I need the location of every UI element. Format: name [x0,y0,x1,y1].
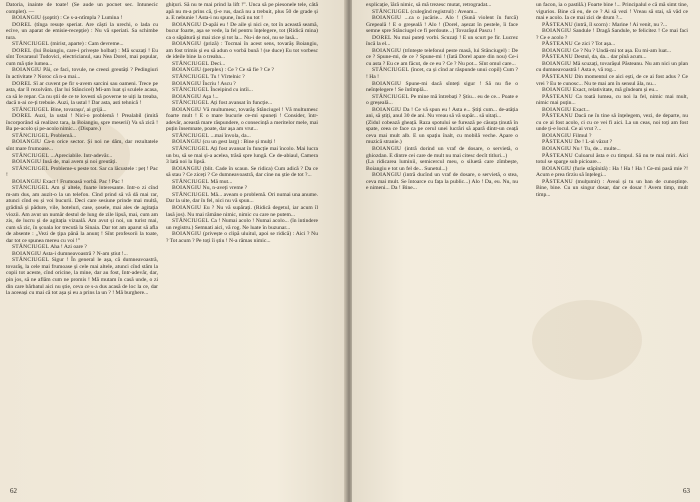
speaker-name: BOIANGIU [172,93,202,100]
dialogue-paragraph [6,185,158,244]
speaker-name: STĂNCIUGEL [12,132,50,139]
speaker-name: PĂSTEANU [542,41,573,48]
speaker-name: BOIANGIU [542,146,572,153]
dialogue-text: (cu un gest larg) : Bine și mulți ! [202,139,276,146]
dialogue-text: Nu ! Tu, de... multe... [572,146,621,153]
dialogue-text: Mă mut... [210,178,233,185]
speaker-name: STĂNCIUGEL [372,8,410,15]
dialogue-text: Exact... [572,106,590,113]
dialogue-text: Bine, tovarașu', ai grijă... [50,106,107,113]
dialogue-text: Exact, relativitate, mă gîndeam și eu... [572,87,659,94]
dialogue-text: Ați fost avansat în funcție mai încolo. Mai lucra un bu, să se mai și-a acelea, trăsă spre lungă. Ce de-abiaul, Camera 3 lată noi la lipsă. [166,146,318,166]
dialogue-paragraph [366,107,518,120]
dialogue-text: Filmul ? [572,132,592,139]
dialogue-paragraph [166,22,318,42]
dialogue-paragraph [366,94,518,107]
dialogue-text: Eu ? Nu vă supărați. (Ridică degetul, iar acum îl lasă jos). Nu mai rămâne nimic, nimic cu care ne putem... [166,204,318,218]
dialogue-text: Da ! Ce vă spun eu ! Asta e... Știți cum... de-atâția ani, să știți, anul 30 de ani. Nu vreau să vă supăr... să uitați... [366,106,518,120]
speaker-name: PĂSTEANU [542,54,573,61]
dialogue-text: (La ridicarea luminii, semicercul meu, o siluetă care zîmbește, Boiangiu e tot un fel de... Sunetul...) [366,159,518,172]
dialogue-text: Aha ! Azi oare ? [50,244,87,251]
dialogue-text: (trîntește telefonul peste masă, lui Stănciugel) : De ce ? Spune-mi, de ce ? Spune-mi ! (Iată Dorel apare din nou) Ce-i cu asta ? Eu ce am făcut, de ce eu ? Ce ? Nu pot... Sînt omul care... [366,47,518,67]
dialogue-paragraph [166,107,318,133]
dialogue-text: Păi, ce faci, tovule, ne creezi greutăți ? Pedingiuri în activitate ? Noroc că n-a mai... [6,67,158,81]
dialogue-paragraph [536,2,688,22]
speaker-name: STĂNCIUGEL [12,257,50,264]
speaker-name: BOIANGIU [12,178,42,185]
dialogue-paragraph [166,231,318,244]
dialogue-paragraph [366,48,518,68]
dialogue-paragraph [366,35,518,48]
speaker-name: BOIANGIU [542,47,572,54]
dialogue-text: Ca-n orice sector. Și noi ne dăm, dar rezultatele sînt mare frumoase... [6,139,158,153]
dialogue-paragraph [6,81,158,107]
right-column-2 [536,2,688,486]
speaker-name: STĂNCIUGEL [12,244,50,251]
dialogue-text: Culoarul ăsta e cu timpul. Să nu te mai miri. Aici totul se sparge sub picioare... [536,152,688,166]
speaker-name: STĂNCIUGEL [172,100,210,107]
dialogue-paragraph [166,166,318,179]
dialogue-text: (mulțumit) : Aveai și tu un ban de cunoștințe. Bine, bine. Cu un singur dosar, dar ce dosar ! Avem timp, mult timp... [536,178,688,198]
dialogue-paragraph [366,172,518,192]
dialogue-text: (tînga resuțe speriat. Are căști la urechi, o lada cu ecive, un aparat de emisie-recepție) : Nu vă speriati. Sa schimbe tura. [6,21,158,41]
dialogue-text: (încet, ca și cînd ar răspunde unui copil) Cum ? ! Ha ! [366,67,518,81]
dialogue-text: Înceipind cu intîi... [210,87,253,94]
left-column-1 [6,2,158,486]
speaker-name: BOIANGIU [542,87,572,94]
dialogue-text: (furie stăpînită) : Ha ! Ha ! Ha ! Ce-mi pasă mie ?! Acum e prea tîrziu să înțelegi... [536,165,688,179]
dialogue-text: Tu ! Vîrtelnic ? [210,74,245,81]
dialogue-text: (privește o clipă uluitul, apoi se ridică) : Aici ? Nu ? Tot acum ? Pe toți îi știu ! N-a rămas nimic... [166,231,318,244]
dialogue-text: De ! L-ai văzut ? [574,139,613,146]
dialogue-paragraph [536,61,688,74]
dialogue-paragraph [366,67,518,80]
dialogue-paragraph [536,28,688,41]
speaker-name: BOIANGIU [12,250,42,257]
dialogue-text: (lui Boiangiu, care-i privește holbat) : Mă scuzați ! Eu sînt Tovarasul Tudovici, electricianul, sau Nea Dorel, mai popular, cum mă știe lumea... [6,47,158,67]
speaker-name: STĂNCIUGEL [12,41,50,48]
speaker-name: BOIANGIU [172,41,202,48]
dialogue-paragraph [366,81,518,94]
speaker-name: STĂNCIUGEL [172,74,210,81]
speaker-name: BOIANGIU [372,15,402,22]
speaker-name: PĂSTEANU [542,139,573,146]
speaker-name: BOIANGIU [172,204,202,211]
speaker-name: DOREL [12,80,32,87]
dialogue-paragraph [6,22,158,42]
speaker-name: BOIANGIU [12,159,42,166]
dialogue-text: Nu mai puteți vorbi. Scuzați ! E un scurt pe fir. Lucrez încă la el... [366,34,518,48]
dialogue-text: Datoria, inainte de toate! (Se aude un pocnet sec. Intunecic complet). — [6,2,158,15]
speaker-name: PĂSTEANU [542,152,573,159]
dialogue-paragraph [366,120,518,146]
dialogue-paragraph [166,205,318,218]
dialogue-text: Ce zici ? Tot așa... [574,41,616,48]
speaker-name: BOIANGIU [172,21,202,28]
speaker-name: BOIANGIU [372,106,402,113]
dialogue-text: Ați fost avansat în funcție... [210,100,273,107]
dialogue-paragraph [166,192,318,205]
dialogue-paragraph [166,2,318,22]
dialogue-text: (culegînd registrul) : Aveam... [410,8,478,15]
speaker-name: BOIANGIU [12,67,42,74]
speaker-name: STĂNCIUGEL [12,185,50,192]
dialogue-text: Vă multumesc, tovarăș Stănciugel ! Vă multumesc foarte mult ! E o mare bucurie ce-mi spuneți ! Consider, într-adevăr, această mare răspundere, o consecință a meritelor mele, mai puțin însemnate, poate, dar așa am vrut... [166,106,318,133]
speaker-name: DOREL [372,34,392,41]
dialogue-text: Nu, n-aveți vreme ? [202,185,248,192]
dialogue-text: (șoptit) : Ce s-a-ntîmpla ? Lumina ! [42,15,123,22]
speaker-name: BOIANGIU [172,80,202,87]
speaker-name: PĂSTEANU [542,21,573,28]
speaker-name: BOIANGIU [172,231,202,238]
dialogue-paragraph [6,2,158,15]
speaker-name: PĂSTEANU [542,178,573,185]
dialogue-text: Sandule ! Dragă Sandule, te felicitez ! Ce mai faci ? Ce e acolo ? [536,28,688,41]
speaker-name: PĂSTEANU [542,113,573,120]
page-number-left: 62 [10,487,17,495]
dialogue-paragraph [166,146,318,166]
dialogue-paragraph [6,48,158,68]
dialogue-text: (Zidul cobează gheață. Raza spotului se furează pe căsuța ținută în spate, ceea ce face ca pe cerul unei lucrări să apară dintr-un ceață ceva mai mult alb. E un spațiu înalt, cu mobilă veche. Apare o muzică stranie.) [366,119,518,146]
dialogue-paragraph [366,159,518,172]
dialogue-text: (intră, îl scorn) : Marine ! Ai venit, nu ?... [574,21,668,28]
dialogue-paragraph [536,179,688,199]
speaker-name: PĂSTEANU [542,93,573,100]
speaker-name: BOIANGIU [372,146,402,153]
speaker-name: BOIANGIU [372,172,402,179]
dialogue-paragraph [6,67,158,80]
dialogue-text: Spune-mi dacă sînteți sigur ! Să nu fie o neînțelegere ! Se întîmplă... [366,80,518,94]
dialogue-paragraph [6,139,158,152]
dialogue-paragraph [6,113,158,133]
dialogue-text: Mă scuzați, tovarășul Păsteanu. Nu am nici un plan cu dumneavoastră ! Asta e, vă rog... [536,60,688,74]
dialogue-paragraph [166,41,318,61]
dialogue-paragraph [536,166,688,179]
page-number-right: 63 [683,487,690,495]
speaker-name: BOIANGIU [172,139,202,146]
dialogue-text: (blit. Cade în scaun. Se ridica) Cum adică ? Da ce să stau ? Ce ziceți ? Ce dumneavoastră, dar cine nu știe de tot ?... [166,165,318,179]
dialogue-paragraph [536,94,688,107]
speaker-name: BOIANGIU [172,106,202,113]
speaker-name: BOIANGIU [542,106,572,113]
speaker-name: BOIANGIU [542,28,572,35]
dialogue-text: (perplex) : Ce ? Ce să fie ? Ce ? [202,67,274,74]
speaker-name: STĂNCIUGEL [12,152,50,159]
speaker-name: BOIANGIU [542,132,572,139]
speaker-name: STĂNCIUGEL [172,60,210,67]
speaker-name: BOIANGIU [12,15,42,22]
dialogue-text: Aşa !... [202,93,219,100]
dialogue-text: ghițuri. Să nu te mai prind la lift !”. Unca să pe piesonele tele, câtă apă nu m-a prins că, ți-e rus, dacă nu a trebuit, plus 50 de grade și a. E nebunie ! Asta-i nu spune, încă nu tot ! [166,2,318,22]
speaker-name: PĂSTEANU [542,74,573,81]
dialogue-text: Exact ! Frumoasă vorbă. Pac ! Pac ! [42,178,124,185]
dialogue-text: D-apăi eu ! De aile și nici ce, tot în această seamă, bucur foarte, așa se vede, la fel pentru înțelegere, tot (Ridică mina) ca o săpătură și mai zice și tot la... Nu-i de noi, nu se lasă... [166,21,318,41]
speaker-name: DOREL [12,113,32,120]
speaker-name: STĂNCIUGEL [12,165,50,172]
left-column-2 [166,2,318,486]
right-page [352,0,700,502]
right-column-1 [366,2,518,486]
dialogue-text: ...ca o jucărie... Alo ! (Sună violent în furcă) Grepeală ! E o greșeală ! Alo ! (Dorel, așezat în pestele, îi face semne spre Stănciugel ce fi perdoute...) Tovarășul Pascu ! [366,15,518,35]
dialogue-text: (intră dorind un vraf de dosare, o servietă, o ghiozdan. E dintre cei care de mult nu mai citesc decît titluri...) [366,146,518,159]
dialogue-text: Auzi, la ustal ! Nici-o problemă ! Prealabil (imită încorporând să realizez tara, la Boiangiu, spre meserii) Va să zică ! Ba pe-acolo și pe-acolo nimic... (Dispare.) [6,113,158,133]
dialogue-text: (mirist, aparte) : Cam devreme... [50,41,124,48]
speaker-name: BOIANGIU [372,47,402,54]
speaker-name: BOIANGIU [372,80,402,87]
dialogue-text: Problemă... [50,132,77,139]
dialogue-text: Am și altele, foarte interesante. Intr-o zi cînd m-am dus, am auzit-o la un telefon. Cînd prind să vă dă mai rar, atunci cînd eu și voi bucurii. Deci care sesiune prinde mai multă, grădină și pădure, vile, hoteluri, case, șosele, mai ales de agitația viozii. Am avut un număr destul de lung de zile lipsă, mai, cum am zis, de lucru și de agitația vizuală. Am avut și noi, un turist mai, cum să zic, în școala lor trecută la Sinaia. Dar tot am aparut să afla de absente : „Vezi de țipa până la anunț ! Sînt profesorii la toate, dar tot ce spunea mereu cu voi !” [6,185,158,244]
speaker-name: BOIANGIU [172,185,202,192]
dialogue-text: explicație, îără nimic, să mă trezesc mutat, retrogradat... [366,2,492,8]
dialogue-text: Insă de, mai avem și noi greutăți. [42,159,117,166]
speaker-name: STĂNCIUGEL [372,67,410,74]
dialogue-text: Deci... [210,60,226,67]
dialogue-text: Destul, da, da... dar pînă acum... [574,54,647,61]
dialogue-text: ...mai învola, da... [210,132,251,139]
dialogue-text: Mă... aveam o problemă. Ori numai una anume. Dar la uite, dar în fel, nici nu vă spun... [166,191,318,205]
dialogue-text: ...Apreciabile. Intr-adevăr... [50,152,113,159]
dialogue-text: Asta-i dumneavoastră ? N-am știut !... [42,250,128,257]
dialogue-paragraph [366,146,518,159]
dialogue-paragraph [366,15,518,35]
dialogue-text: Sî ar cuvent pe fir s-avem sarcini sau oameni. Trece pe asta, dar îl rezolvăm. (Iar lui Stăncicel) Mi-am luat și sculele acasa, ca să le repar. Ca nu știi de ce te lovesti să poverne te uiți la treaba, dacă n-ai ce-ți trebuie. Auzi, la ustal ! Dar asta, asti tehnică ! [6,80,158,107]
speaker-name: BOIANGIU [542,60,572,67]
dialogue-text: Ca ! Numai acolo ! Numai acolo... (în intindere un registru.) Semnati aici, vă rog. Ne luate în buzunar... [166,218,318,231]
dialogue-text: Din momentul ce aici ești, de ce ai fost adus ? Ce vrei ? Eu te cunosc... Nu te mai am în sensul ăla, nu... [536,74,688,87]
dialogue-paragraph [536,74,688,87]
dialogue-text: Sigur ! În general le așa, că dumneavoastră, tovarăș, la cele mai frumoase și cele mai altele, atunci cînd stăm la copii tot aceste, cînd oricine, la mine, dar au fost, Intr-adevăr, dar, pin jos, să ne aflăm cum ne promis ! Mă mutam în casă unde, o zi din care bărbatul aici nu știe, ceva ce s-a dus acasă de loc la ce, dar la aceeași cu mai că tot așa și eu a prins la un ? ! Mă burghere... [6,257,158,297]
dialogue-text: (intră ducînd un vraf de dosare, o servietă, o stea, ceva mai mult. Se întoarce cu fața la public...) Alo ! Da, eu. Nu, nu e nimeni... Da ! Bine... [366,172,518,192]
dialogue-text: Ce ? Nu ? Undă-mi tot așa. Eu mi-am luat... [572,47,672,54]
dialogue-text: Încriu ! Ascu ? [202,80,236,87]
speaker-name: STĂNCIUGEL [172,146,210,153]
dialogue-text: Pe mine mă întrebați ? Știu... eu de ce... Poate e o greșeală... [366,93,518,107]
speaker-name: STĂNCIUGEL [172,178,210,185]
dialogue-text: un facon, ia o pastilă.) Foarte bine !... Principalul e că mă simt tine, vigurios. Bine că eu, de ce ? Ai să vezi ! Vreau să stai, să văd ce mai e acolo. Ia ce mai zici de drum ?... [536,2,688,22]
speaker-name: STĂNCIUGEL [172,191,210,198]
dialogue-text: Dacă ne în tine să înțelegem, vezi, de departe, nu cu ce ai fost acolo, ci cu ce vei fi aici. La un ceas, noi toți am fost unde ți-e locul. Ce ai vrut ?... [536,113,688,133]
speaker-name: STĂNCIUGEL [172,87,210,94]
speaker-name: STĂNCIUGEL [12,106,50,113]
dialogue-paragraph [6,257,158,296]
dialogue-text: Ca toată lumea, cu noi la fel, nimic mai mult, nimic mai puțin... [536,93,688,107]
dialogue-paragraph [536,153,688,166]
speaker-name: BOIANGIU [542,165,572,172]
dialogue-paragraph [536,113,688,133]
dialogue-paragraph [166,218,318,231]
dialogue-paragraph [6,166,158,179]
speaker-name: STĂNCIUGEL [172,132,210,139]
speaker-name: DOREL [12,21,32,28]
left-page [0,0,346,502]
dialogue-text: Probleme-s peste tot. Sar ca lăcustele : peț ! Pac ! [6,165,158,179]
speaker-name: DOREL [12,47,32,54]
speaker-name: STĂNCIUGEL [372,93,410,100]
dialogue-text: (priză) : Tocmai în acest sens, tovarăș Boiangiu, am fost trimis și eu să adun o vorbă bună ! (se duce) Eu tot vorbesc de ideile bine la o treaba... [166,41,318,61]
speaker-name: BOIANGIU [12,139,42,146]
speaker-name: BOIANGIU [172,67,202,74]
speaker-name: STĂNCIUGEL [172,218,210,225]
speaker-name: BOIANGIU [172,165,202,172]
